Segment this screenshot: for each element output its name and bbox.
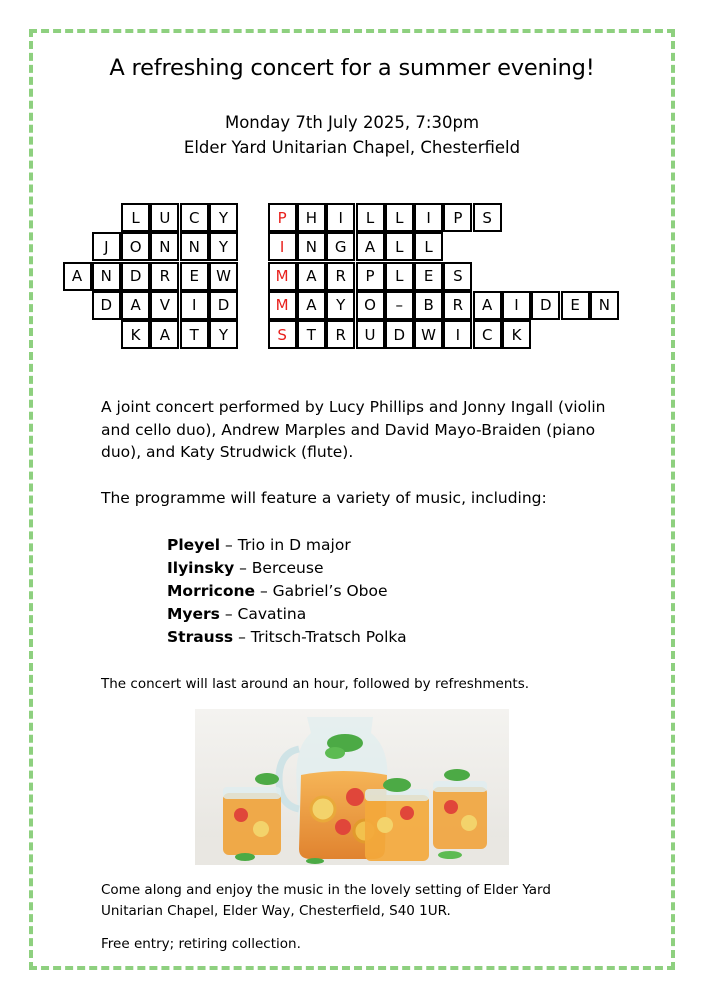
page-title: A refreshing concert for a summer evening! — [109, 55, 595, 81]
letter-cell: L — [414, 232, 443, 261]
letter-cell: Y — [326, 291, 355, 320]
letter-cell: C — [180, 203, 209, 232]
letter-cell: D — [531, 291, 560, 320]
letter-cell: L — [121, 203, 150, 232]
composer: Strauss — [167, 628, 234, 646]
letter-cell: G — [326, 232, 355, 261]
letter-cell: T — [180, 320, 209, 349]
letter-cell: N — [297, 232, 326, 261]
letter-cell: L — [385, 203, 414, 232]
letter-cell: O — [356, 291, 385, 320]
letter-cell: E — [180, 262, 209, 291]
letter-cell: R — [443, 291, 472, 320]
letter-cell: N — [180, 232, 209, 261]
letter-cell: Y — [209, 203, 238, 232]
pimms-jug-photo — [195, 709, 509, 865]
highlight-letter-cell: I — [268, 232, 297, 261]
composer: Myers — [167, 605, 220, 623]
letter-cell: I — [414, 203, 443, 232]
programme-item: Morricone – Gabriel’s Oboe — [167, 582, 388, 600]
work: Berceuse — [251, 559, 324, 577]
letter-cell: O — [121, 232, 150, 261]
work: Cavatina — [237, 605, 307, 623]
letter-cell: I — [326, 203, 355, 232]
letter-cell: I — [443, 320, 472, 349]
letter-cell: S — [473, 203, 502, 232]
composer: Morricone — [167, 582, 256, 600]
composer: Pleyel — [167, 536, 221, 554]
letter-cell: D — [385, 320, 414, 349]
letter-cell: R — [326, 262, 355, 291]
letter-cell: I — [180, 291, 209, 320]
entry-note: Free entry; retiring collection. — [101, 936, 301, 952]
intro-paragraph: A joint concert performed by Lucy Phillips and Jonny Ingall (violin and cello duo), Andrew Marples and David Mayo-Braiden (piano duo), and Katy Strudwick (flute). — [101, 398, 606, 461]
work: Trio in D major — [237, 536, 351, 554]
programme-item: Pleyel – Trio in D major — [167, 536, 351, 554]
letter-cell: A — [121, 291, 150, 320]
letter-cell: V — [150, 291, 179, 320]
letter-cell: Y — [209, 232, 238, 261]
letter-cell: K — [121, 320, 150, 349]
letter-cell: P — [443, 203, 472, 232]
composer: Ilyinsky — [167, 559, 235, 577]
letter-cell: W — [209, 262, 238, 291]
letter-cell: A — [356, 232, 385, 261]
letter-cell: S — [443, 262, 472, 291]
invitation-text: Come along and enjoy the music in the lovely setting of Elder Yard Unitarian Chapel, Elder Way, Chesterfield, S40 1UR. — [101, 882, 551, 919]
letter-cell: A — [473, 291, 502, 320]
programme-intro: The programme will feature a variety of music, including: — [101, 489, 547, 507]
letter-cell: T — [297, 320, 326, 349]
programme-item: Myers – Cavatina — [167, 605, 307, 623]
letter-cell: A — [297, 262, 326, 291]
letter-cell: D — [92, 291, 121, 320]
letter-cell: P — [356, 262, 385, 291]
letter-cell: R — [150, 262, 179, 291]
letter-cell: J — [92, 232, 121, 261]
event-venue: Elder Yard Unitarian Chapel, Chesterfield — [183, 138, 521, 157]
letter-cell: D — [121, 262, 150, 291]
event-date: Monday 7th July 2025, 7:30pm — [224, 113, 480, 132]
programme-item: Strauss – Tritsch-Tratsch Polka — [167, 628, 407, 646]
letter-cell: H — [297, 203, 326, 232]
letter-cell: E — [561, 291, 590, 320]
letter-cell: N — [92, 262, 121, 291]
highlight-letter-cell: M — [268, 262, 297, 291]
letter-cell: N — [150, 232, 179, 261]
letter-cell: K — [502, 320, 531, 349]
letter-cell: A — [150, 320, 179, 349]
letter-cell: I — [502, 291, 531, 320]
letter-cell: C — [473, 320, 502, 349]
highlight-letter-cell: P — [268, 203, 297, 232]
letter-cell: L — [356, 203, 385, 232]
letter-cell: A — [63, 262, 92, 291]
programme-list — [167, 534, 407, 649]
letter-cell: B — [414, 291, 443, 320]
letter-cell: R — [326, 320, 355, 349]
letter-cell: U — [356, 320, 385, 349]
letter-cell: D — [209, 291, 238, 320]
letter-cell: A — [297, 291, 326, 320]
letter-cell: Y — [209, 320, 238, 349]
letter-cell: – — [385, 291, 414, 320]
letter-cell: W — [414, 320, 443, 349]
letter-cell: E — [414, 262, 443, 291]
highlight-letter-cell: S — [268, 320, 297, 349]
letter-cell: L — [385, 262, 414, 291]
programme-item: Ilyinsky – Berceuse — [167, 559, 324, 577]
work: Gabriel’s Oboe — [272, 582, 388, 600]
highlight-letter-cell: M — [268, 291, 297, 320]
letter-cell: L — [385, 232, 414, 261]
work: Tritsch-Tratsch Polka — [250, 628, 407, 646]
letter-cell: U — [150, 203, 179, 232]
letter-cell: N — [590, 291, 619, 320]
duration-note: The concert will last around an hour, followed by refreshments. — [101, 676, 530, 692]
